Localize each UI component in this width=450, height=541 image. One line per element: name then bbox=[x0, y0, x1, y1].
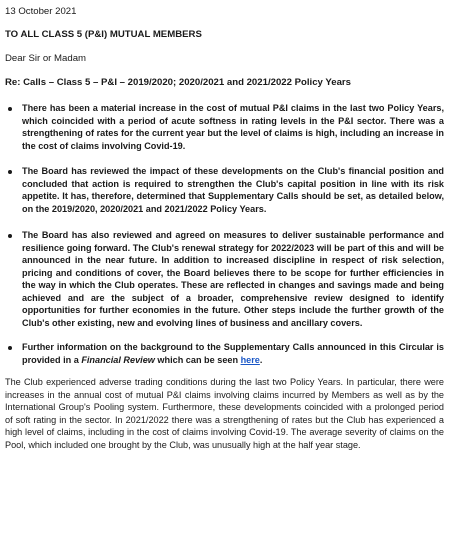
subject-line: Re: Calls – Class 5 – P&I – 2019/2020; 2020/2021 and 2021/2022 Policy Years bbox=[5, 77, 351, 88]
body-paragraph: The Club experienced adverse trading conditions during the last two Policy Years. In particular, there were increases in the annual cost of mutual P&I claims involving claims incurred by Members as well as by the International Group's Pooling system. Furthermore, these developments coincided with a prolonged period of soft rating in the sector. In 2021/2022 there was a strengthening of rates but the Club has experienced a high level of claims, including in the cost of claims involving Covid-19. The average severity of claims on the Pool, which included one brought by the Club, was unusually high at the half year stage. bbox=[5, 377, 444, 450]
bullet-item bbox=[5, 102, 444, 152]
letter-heading: TO ALL CLASS 5 (P&I) MUTUAL MEMBERS bbox=[5, 29, 202, 40]
financial-review-link[interactable]: here bbox=[240, 354, 260, 365]
salutation: Dear Sir or Madam bbox=[5, 53, 87, 64]
bullet-icon bbox=[8, 107, 12, 111]
financial-review-title: Financial Review bbox=[81, 354, 155, 365]
bullet-icon bbox=[8, 346, 12, 350]
bullet-item bbox=[5, 341, 444, 366]
letter-date: 13 October 2021 bbox=[5, 6, 77, 17]
summary-bullet-list bbox=[5, 102, 444, 366]
bullet-item bbox=[5, 229, 444, 329]
bullet-icon bbox=[8, 234, 12, 238]
bullet-text-after: . bbox=[259, 354, 263, 365]
bullet-item bbox=[5, 165, 444, 215]
bullet-text: The Board has reviewed the impact of these developments on the Club's financial position and concluded that action is required to strengthen the Club's capital position in line with its risk appetite. It has, therefore, determined that Supplementary Calls should be set, as detailed below, on the 2019/2020, 2020/2021 and 2021/2022 Policy Years. bbox=[22, 166, 444, 214]
bullet-text-before: Further information on the background to the Supplementary Calls announced in this Circular is provided in a bbox=[22, 342, 444, 365]
bullet-icon bbox=[8, 170, 12, 174]
bullet-text: There has been a material increase in the cost of mutual P&I claims in the last two Policy Years, which coincided with a period of acute softness in rating levels in the P&I sector. There was a strengthening of rates for the current year but the level of claims is high, including an increase in the cost of claims involving Covid-19. bbox=[22, 103, 444, 151]
bullet-text-middle: which can be seen bbox=[154, 354, 241, 365]
bullet-text: The Board has also reviewed and agreed on measures to deliver sustainable performance and resilience going forward. The Club's renewal strategy for 2022/2023 will be part of this and will be announced in the near future. In addition to increased discipline in respect of risk selection, pricing and conditions of cover, the Board believes there to be scope for further efficiencies in the way in which the Club operates. These are reflected in changes and savings made and being achieved and are the subject of a broader, comprehensive review designed to identify opportunities for further economies in the future. Other steps include the further growth of the Club's other existing, new and evolving lines of business and ancillary covers. bbox=[22, 230, 444, 328]
